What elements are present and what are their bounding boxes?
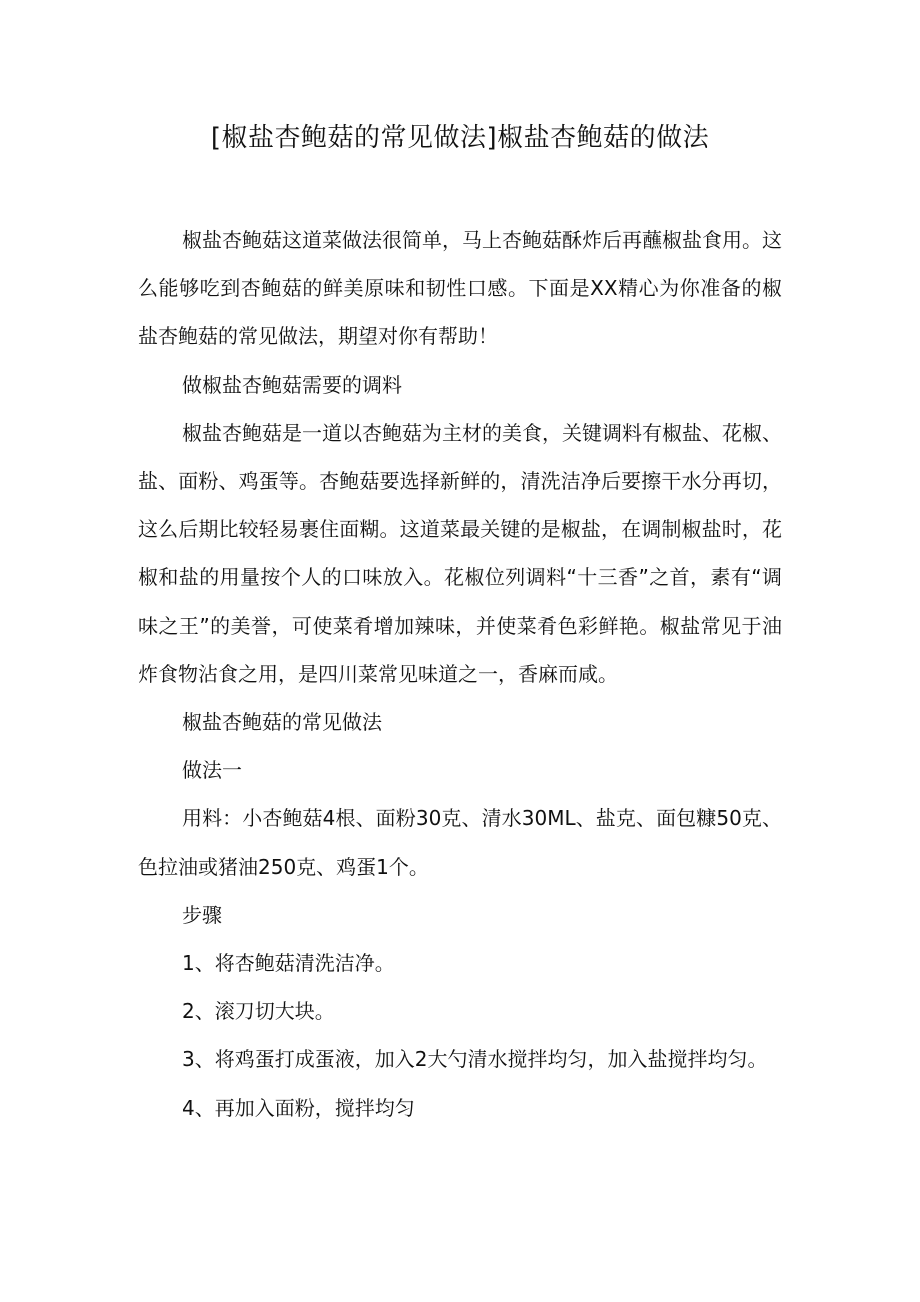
intro-paragraph: 椒盐杏鲍菇这道菜做法很简单，马上杏鲍菇酥炸后再蘸椒盐食用。这么能够吃到杏鲍菇的鲜美原味和韧性口感。下面是XX精心为你准备的椒盐杏鲍菇的常见做法，期望对你有帮助！: [138, 228, 782, 349]
step-4: 4、再加入面粉，搅拌均匀: [182, 1095, 415, 1120]
document-title: [椒盐杏鲍菇的常见做法]椒盐杏鲍菇的做法: [210, 123, 710, 153]
step-1: 1、将杏鲍菇清洗洁净。: [182, 951, 395, 976]
seasoning-heading: 做椒盐杏鲍菇需要的调料: [182, 372, 402, 397]
ingredients-paragraph: 用料：小杏鲍菇4根、面粉30克、清水30ML、盐克、面包糠50克、色拉油或猪油250克、鸡蛋1个。: [138, 806, 782, 879]
seasoning-paragraph: 椒盐杏鲍菇是一道以杏鲍菇为主材的美食，关键调料有椒盐、花椒、盐、面粉、鸡蛋等。杏鲍菇要选择新鲜的，清洗洁净后要擦干水分再切，这么后期比较轻易裹住面糊。这道菜最关键的是椒盐，在调制椒盐时，花椒和盐的用量按个人的口味放入。花椒位列调料“十三香”之首，素有“调味之王”的美誉，可使菜肴增加辣味，并使菜肴色彩鲜艳。椒盐常见于油炸食物沾食之用，是四川菜常见味道之一，香麻而咸。: [138, 420, 782, 686]
steps-heading: 步骤: [182, 902, 222, 927]
step-3: 3、将鸡蛋打成蛋液，加入2大勺清水搅拌均匀，加入盐搅拌均匀。: [182, 1047, 768, 1072]
methods-heading: 椒盐杏鲍菇的常见做法: [182, 710, 382, 735]
method-one-heading: 做法一: [182, 758, 242, 783]
document-body: [138, 216, 782, 1132]
step-2: 2、滚刀切大块。: [182, 999, 335, 1024]
